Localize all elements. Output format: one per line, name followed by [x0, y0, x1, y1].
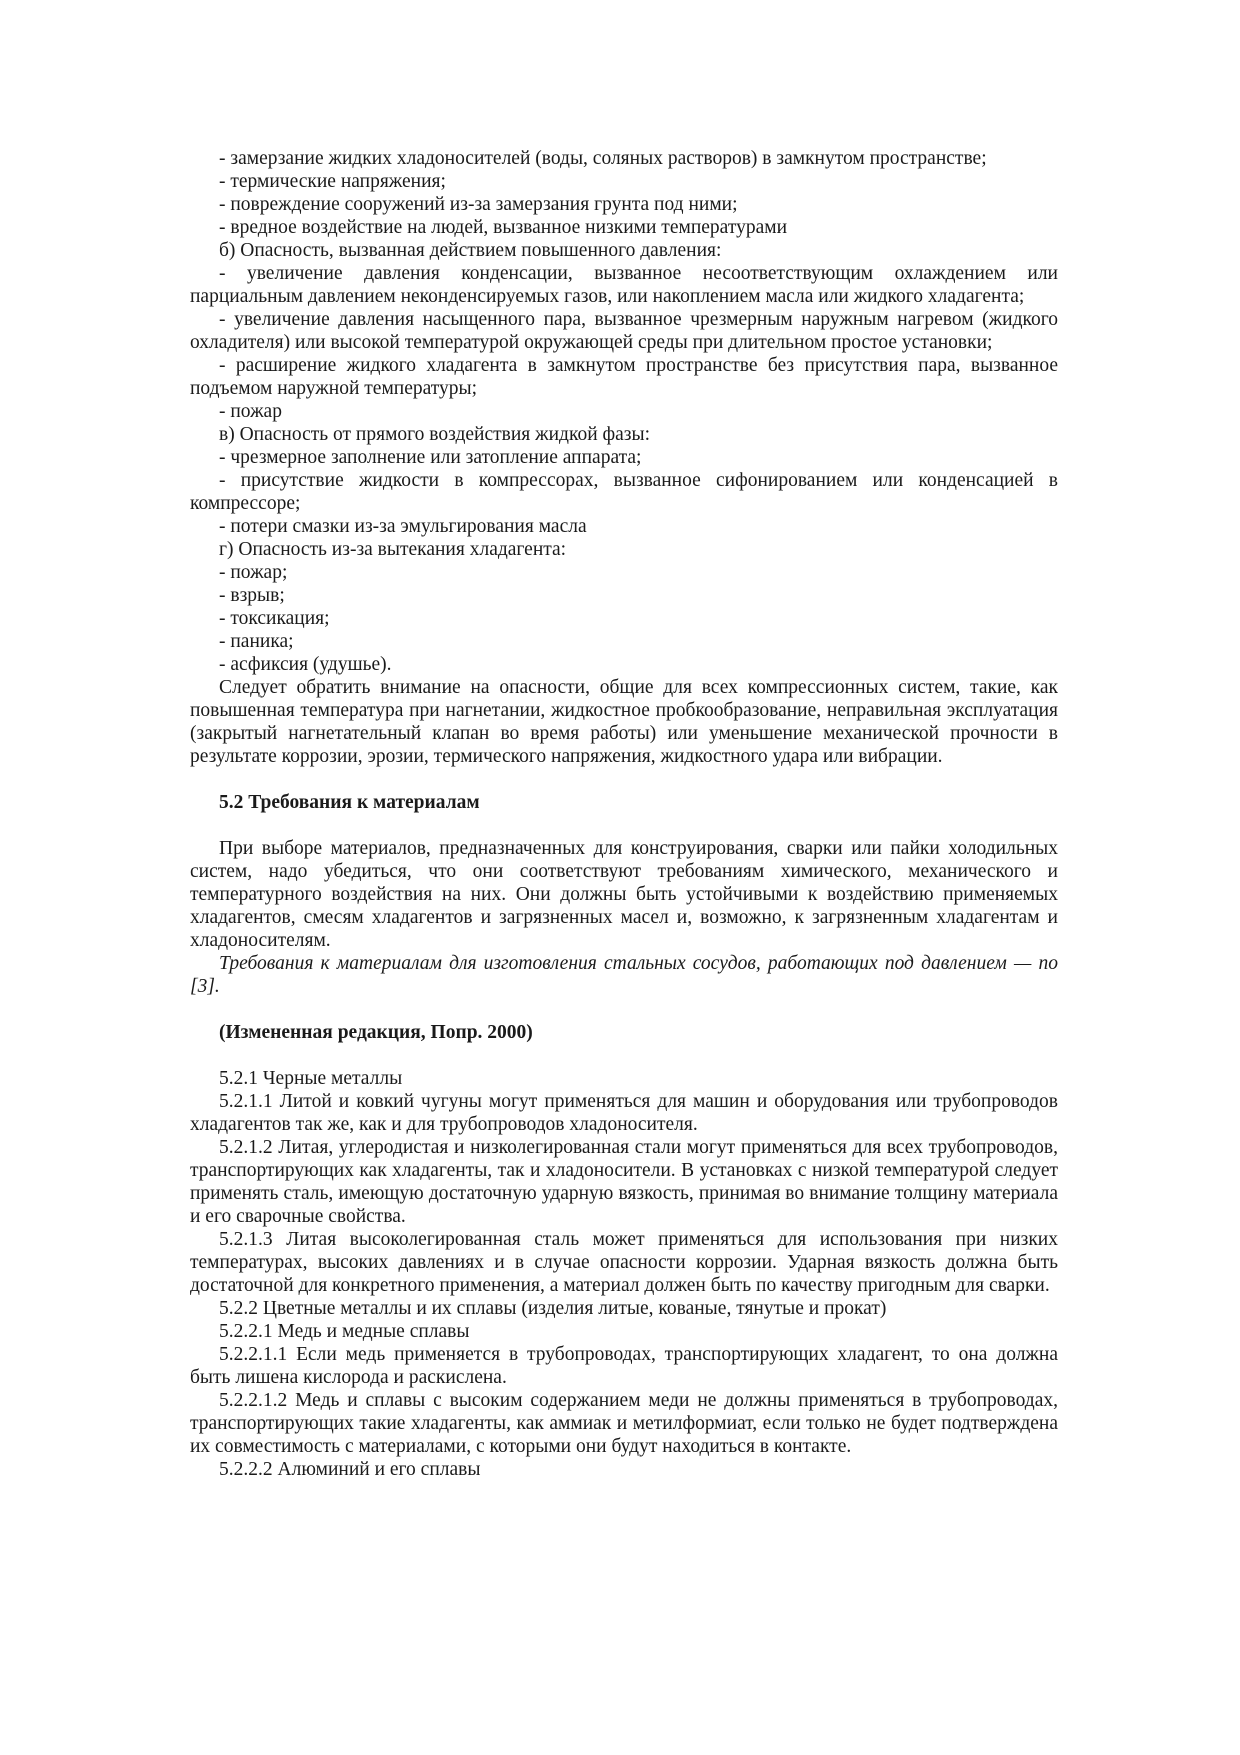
hazard-item: - пожар: [219, 401, 282, 422]
hazard-item: - замерзание жидких хладоносителей (воды, соляных растворов) в замкнутом пространстве;: [219, 148, 987, 169]
hazard-category: б) Опасность, вызванная действием повышенного давления:: [219, 240, 722, 261]
section-heading: 5.2 Требования к материалам: [219, 792, 480, 813]
hazard-item: - токсикация;: [219, 608, 330, 629]
clause: 5.2.1 Черные металлы: [219, 1068, 403, 1089]
hazard-item: - повреждение сооружений из-за замерзания грунта под ними;: [219, 194, 738, 215]
section-paragraph: При выборе материалов, предназначенных для конструирования, сварки или пайки холодильных систем, надо убедиться, что они соответствуют требованиям химического, механического и температурного воздействия на них. Они должны быть устойчивыми к воздействию применяемых хладагентов, смесям хладагентов и загрязненных масел и, возможно, к загрязненным хладагентам и хладоносителям.: [190, 838, 1058, 951]
spacer: [190, 768, 1058, 791]
clause: 5.2.1.3 Литая высоколегированная сталь может применяться для использования при низких температурах, высоких давлениях и в случае опасности коррозии. Ударная вязкость должна быть достаточной для конкретного применения, а материал должен быть по качеству пригодным для сварки.: [190, 1229, 1058, 1296]
clause: 5.2.2.2 Алюминий и его сплавы: [219, 1459, 481, 1480]
hazard-item: - пожар;: [219, 562, 288, 583]
hazard-item: - вредное воздействие на людей, вызванное низкими температурами: [219, 217, 788, 238]
hazard-item: - увеличение давления конденсации, вызванное несоответствующим охлаждением или парциальным давлением неконденсируемых газов, или накоплением масла или жидкого хладагента;: [190, 263, 1058, 307]
clause: 5.2.2.1.2 Медь и сплавы с высоким содержанием меди не должны применяться в трубопроводах, транспортирующих такие хладагенты, как аммиак и метилформиат, если только не будет подтверждена их совместимость с материалами, с которыми они будут находиться в контакте.: [190, 1390, 1058, 1457]
hazard-item: - термические напряжения;: [219, 171, 446, 192]
hazard-item: - расширение жидкого хладагента в замкнутом пространстве без присутствия пара, вызванное подъемом наружной температуры;: [190, 355, 1058, 399]
hazard-category: г) Опасность из-за вытекания хладагента:: [219, 539, 567, 560]
italic-note: Требования к материалам для изготовления стальных сосудов, работающих под давлением — по [3].: [190, 953, 1058, 997]
clause: 5.2.1.2 Литая, углеродистая и низколегированная стали могут применяться для всех трубопроводов, транспортирующих как хладагенты, так и хладоносители. В установках с низкой температурой следует применять сталь, имеющую достаточную ударную вязкость, принимая во внимание толщину материала и его сварочные свойства.: [190, 1137, 1058, 1227]
document-page: [190, 147, 1058, 1481]
edition-note: (Измененная редакция, Попр. 2000): [219, 1022, 533, 1043]
hazard-item: - присутствие жидкости в компрессорах, вызванное сифонированием или конденсацией в компрессоре;: [190, 470, 1058, 514]
hazard-item: - потери смазки из-за эмульгирования масла: [219, 516, 587, 537]
hazard-item: - асфиксия (удушье).: [219, 654, 392, 675]
clause: 5.2.1.1 Литой и ковкий чугуны могут применяться для машин и оборудования или трубопроводов хладагентов так же, как и для трубопроводов хладоносителя.: [190, 1091, 1058, 1135]
clause: 5.2.2.1.1 Если медь применяется в трубопроводах, транспортирующих хладагент, то она должна быть лишена кислорода и раскислена.: [190, 1344, 1058, 1388]
clause: 5.2.2 Цветные металлы и их сплавы (изделия литые, кованые, тянутые и прокат): [219, 1298, 887, 1319]
hazard-category: в) Опасность от прямого воздействия жидкой фазы:: [219, 424, 651, 445]
spacer: [190, 998, 1058, 1021]
spacer: [190, 1044, 1058, 1067]
hazard-item: - чрезмерное заполнение или затопление аппарата;: [219, 447, 642, 468]
hazard-item: - паника;: [219, 631, 294, 652]
hazard-item: - взрыв;: [219, 585, 285, 606]
hazard-item: - увеличение давления насыщенного пара, вызванное чрезмерным наружным нагревом (жидкого охладителя) или высокой температурой окружающей среды при длительном простое установки;: [190, 309, 1058, 353]
general-hazards-paragraph: Следует обратить внимание на опасности, общие для всех компрессионных систем, такие, как повышенная температура при нагнетании, жидкостное пробкообразование, неправильная эксплуатация (закрытый нагнетательный клапан во время работы) или уменьшение механической прочности в результате коррозии, эрозии, термического напряжения, жидкостного удара или вибрации.: [190, 677, 1058, 767]
spacer: [190, 814, 1058, 837]
clause: 5.2.2.1 Медь и медные сплавы: [219, 1321, 470, 1342]
